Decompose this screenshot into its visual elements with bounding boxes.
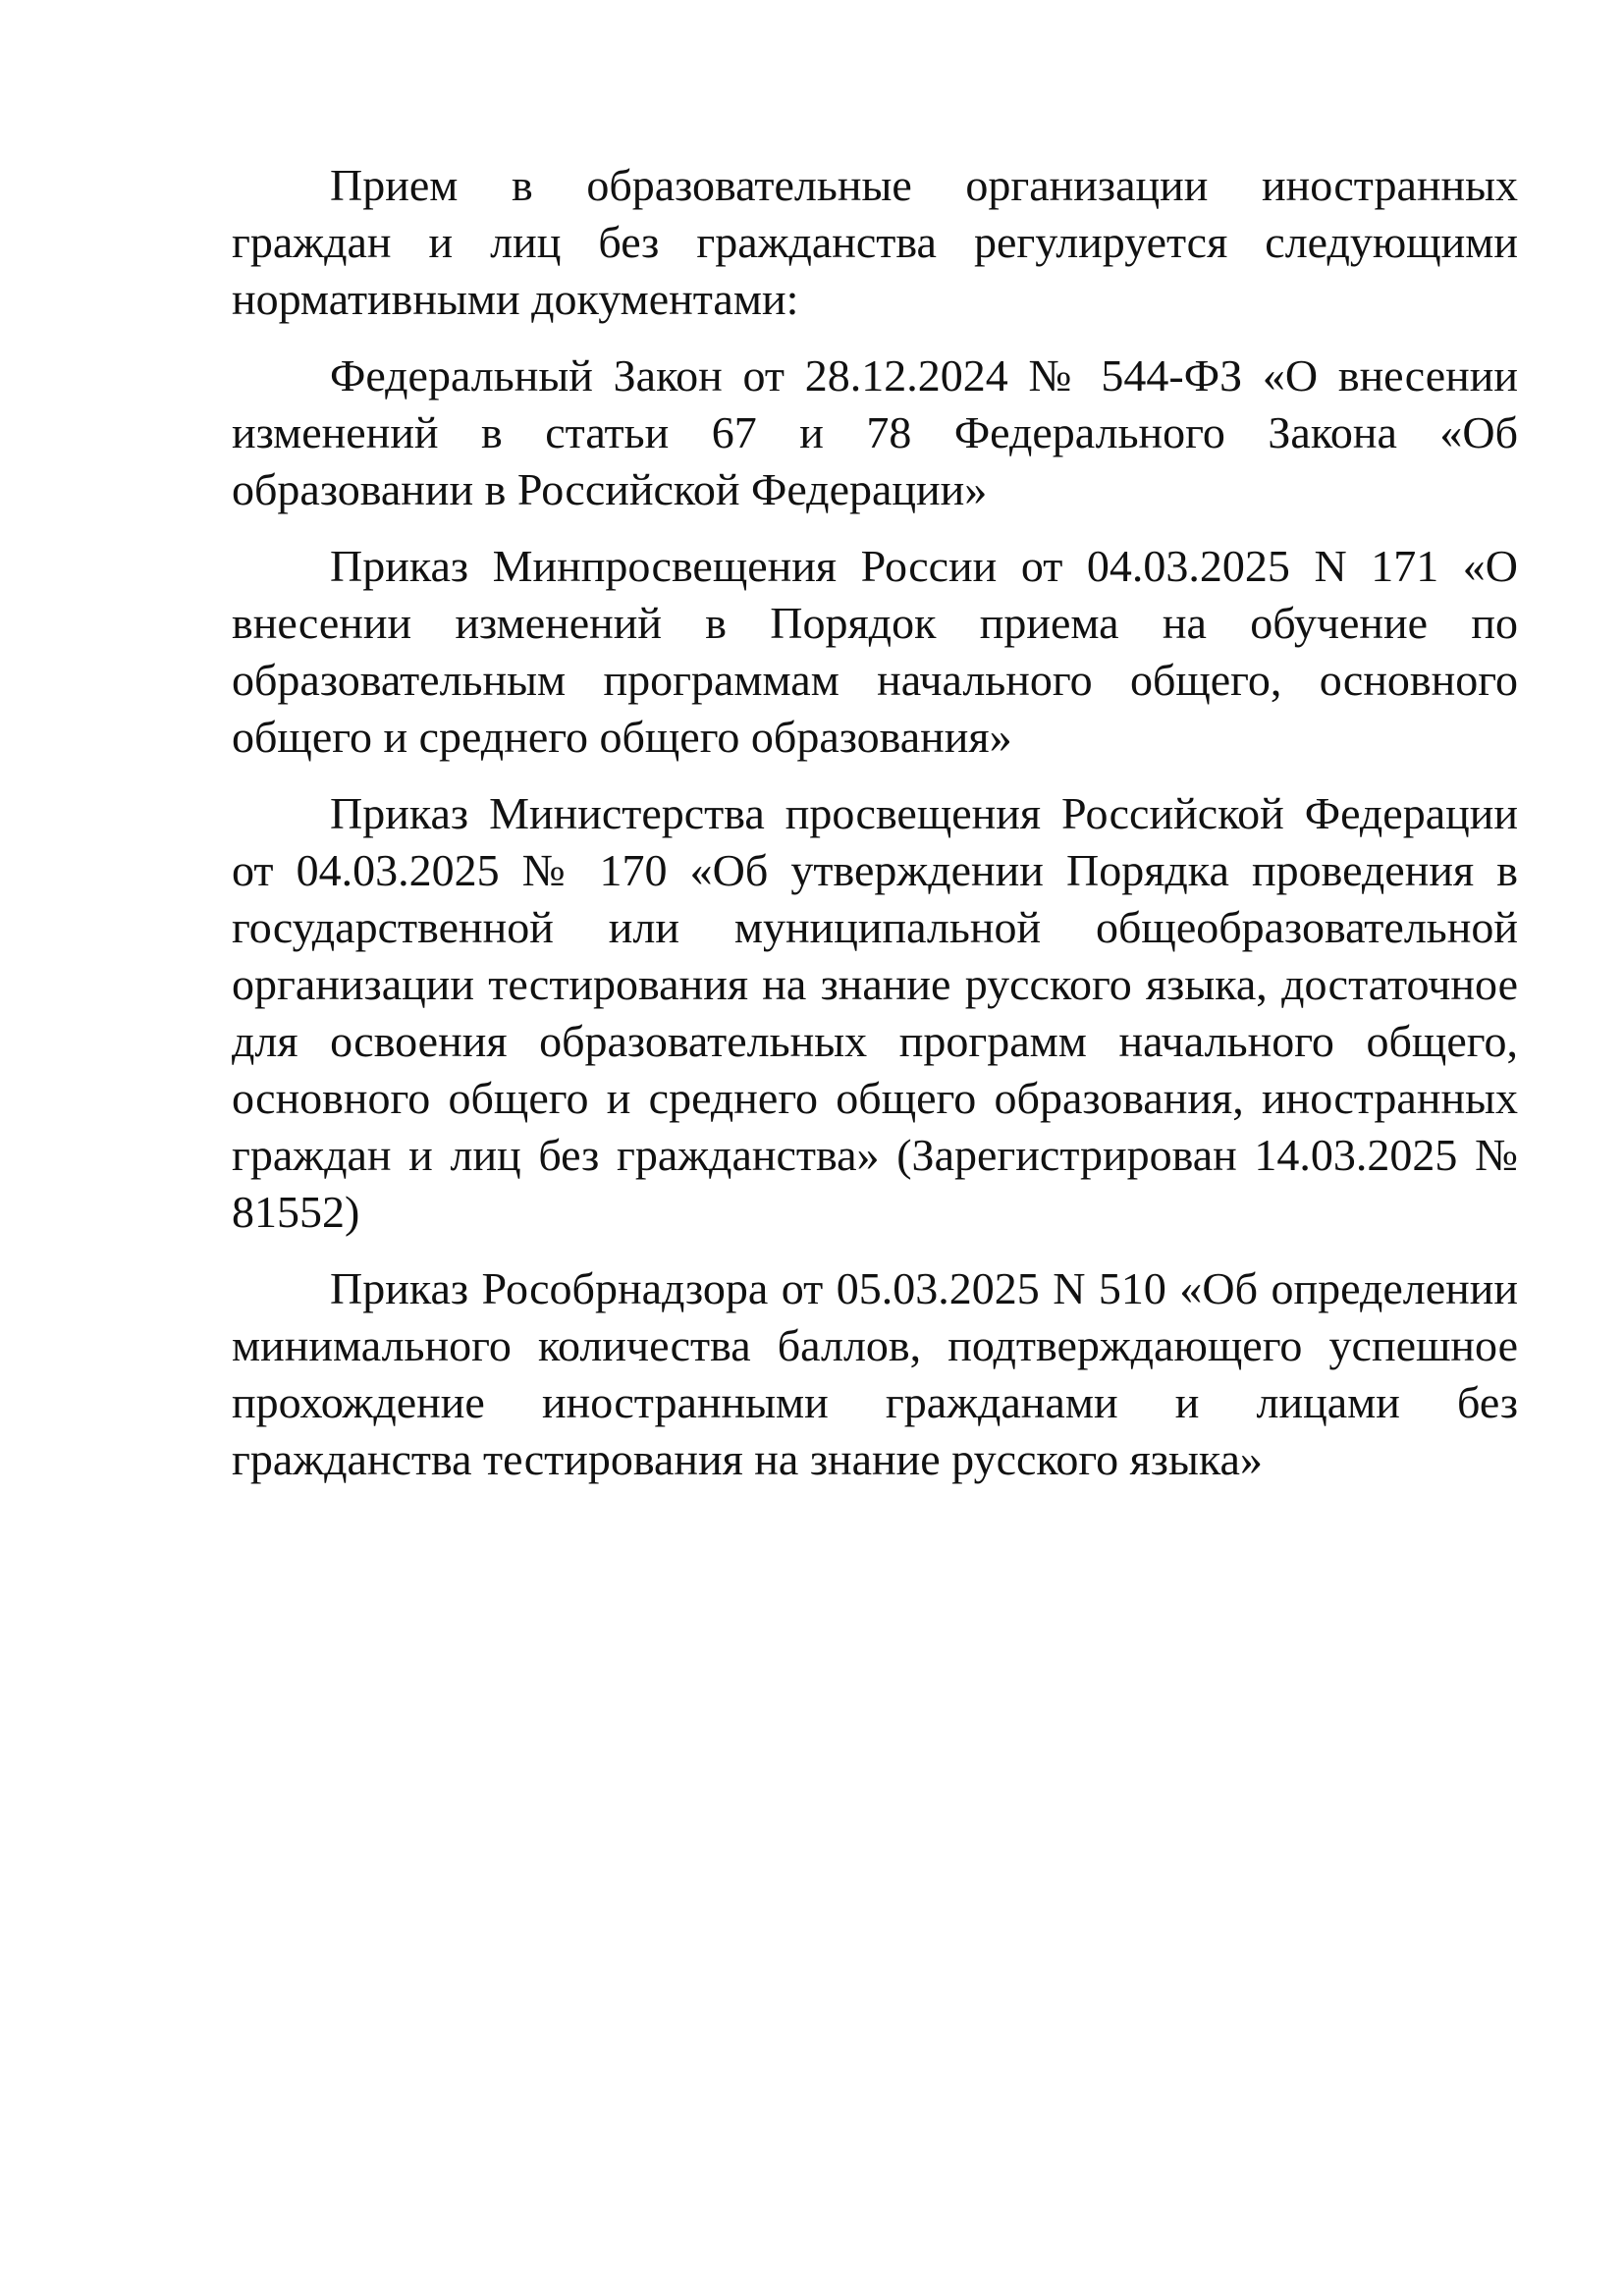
- order-170-paragraph: Приказ Министерства просвещения Российской Федерации от 04.03.2025 № 170 «Об утверждении Порядка проведения в государственной или муниципальной общеобразовательной организации тестирования на знание русского языка, достаточное для освоения образовательных программ начального общего, основного общего и среднего общего образования, иностранных граждан и лиц без гражданства» (Зарегистрирован 14.03.2025 № 81552): [232, 788, 1518, 1237]
- intro-paragraph: Прием в образовательные организации иностранных граждан и лиц без гражданства регулируется следующими нормативными документами:: [232, 160, 1518, 324]
- order-171-paragraph: Приказ Минпросвещения России от 04.03.2025 N 171 «О внесении изменений в Порядок приема на обучение по образовательным программам начального общего, основного общего и среднего общего образования»: [232, 541, 1518, 762]
- federal-law-paragraph: Федеральный Закон от 28.12.2024 № 544-ФЗ «О внесении изменений в статьи 67 и 78 Федерального Закона «Об образовании в Российской Федерации»: [232, 350, 1518, 514]
- order-510-paragraph: Приказ Рособрнадзора от 05.03.2025 N 510 «Об определении минимального количества баллов, подтверждающего успешное прохождение иностранными гражданами и лицами без гражданства тестирования на знание русского языка»: [232, 1263, 1518, 1484]
- document-body: [232, 157, 1518, 1508]
